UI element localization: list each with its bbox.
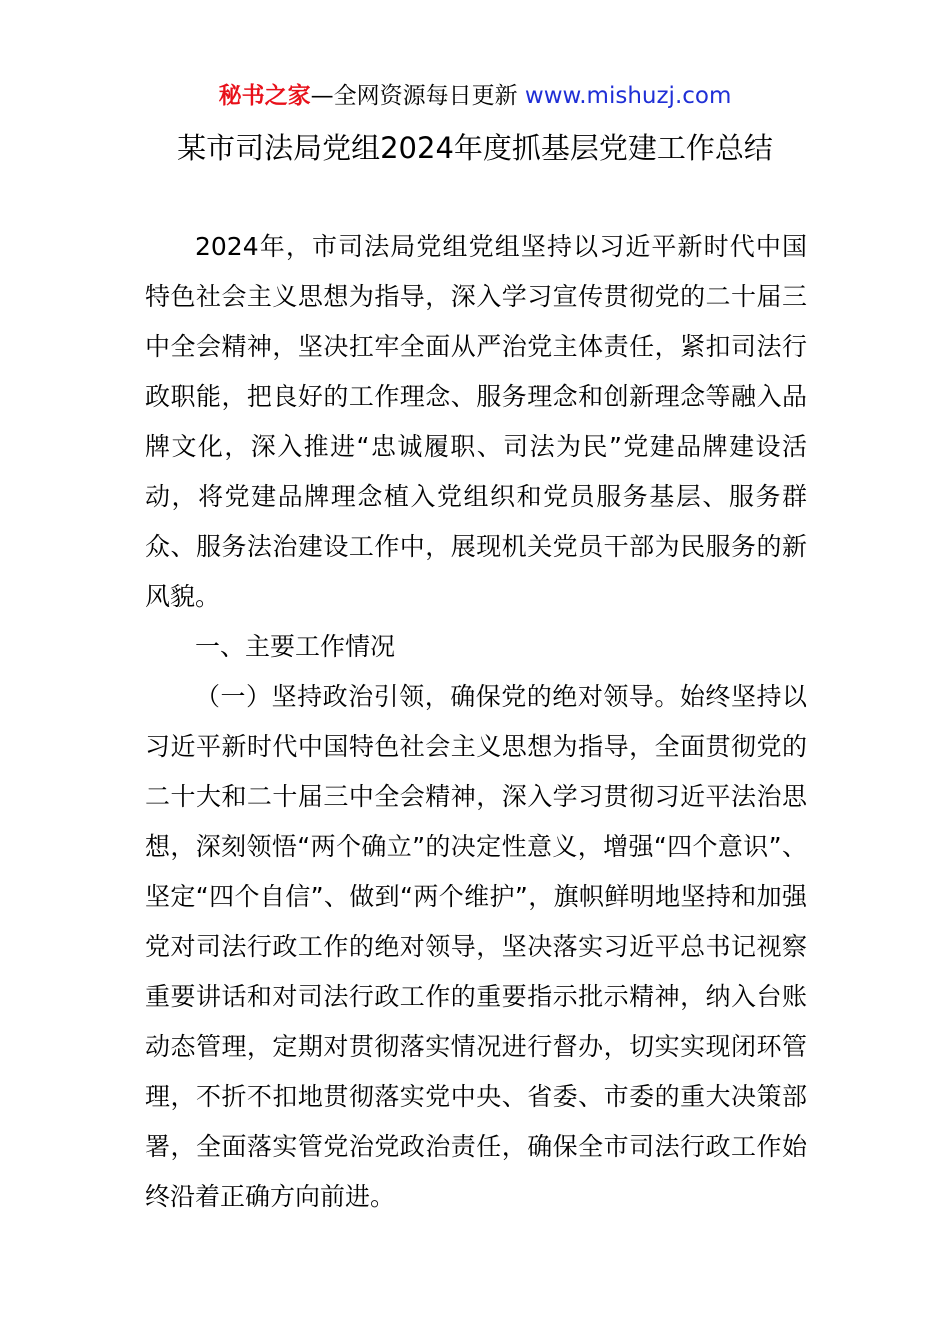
site-banner: [0, 80, 950, 112]
site-url-link[interactable]: www.mishuzj.com: [524, 83, 732, 109]
document-body: [145, 222, 807, 1222]
section-heading: 一、主要工作情况: [195, 632, 396, 661]
brand-name: 秘书之家: [218, 83, 311, 109]
banner-slogan: —全网资源每日更新: [310, 83, 525, 109]
intro-paragraph: 2024年，市司法局党组党组坚持以习近平新时代中国特色社会主义思想为指导，深入学习宣传贯彻党的二十届三中全会精神，坚决扛牢全面从严治党主体责任，紧扣司法行政职能，把良好的工作理念、服务理念和创新理念等融入品牌文化，深入推进“忠诚履职、司法为民”党建品牌建设活动，将党建品牌理念植入党组织和党员服务基层、服务群众、服务法治建设工作中，展现机关党员干部为民服务的新风貌。: [145, 232, 807, 611]
section-paragraph: （一）坚持政治引领，确保党的绝对领导。始终坚持以习近平新时代中国特色社会主义思想为指导，全面贯彻党的二十大和二十届三中全会精神，深入学习贯彻习近平法治思想，深刻领悟“两个确立”的决定性意义，增强“四个意识”、坚定“四个自信”、做到“两个维护”，旗帜鲜明地坚持和加强党对司法行政工作的绝对领导，坚决落实习近平总书记视察重要讲话和对司法行政工作的重要指示批示精神，纳入台账动态管理，定期对贯彻落实情况进行督办，切实实现闭环管理，不折不扣地贯彻落实党中央、省委、市委的重大决策部署，全面落实管党治党政治责任，确保全市司法行政工作始终沿着正确方向前进。: [145, 682, 807, 1211]
document-title: 某市司法局党组2024年度抓基层党建工作总结: [177, 131, 773, 165]
